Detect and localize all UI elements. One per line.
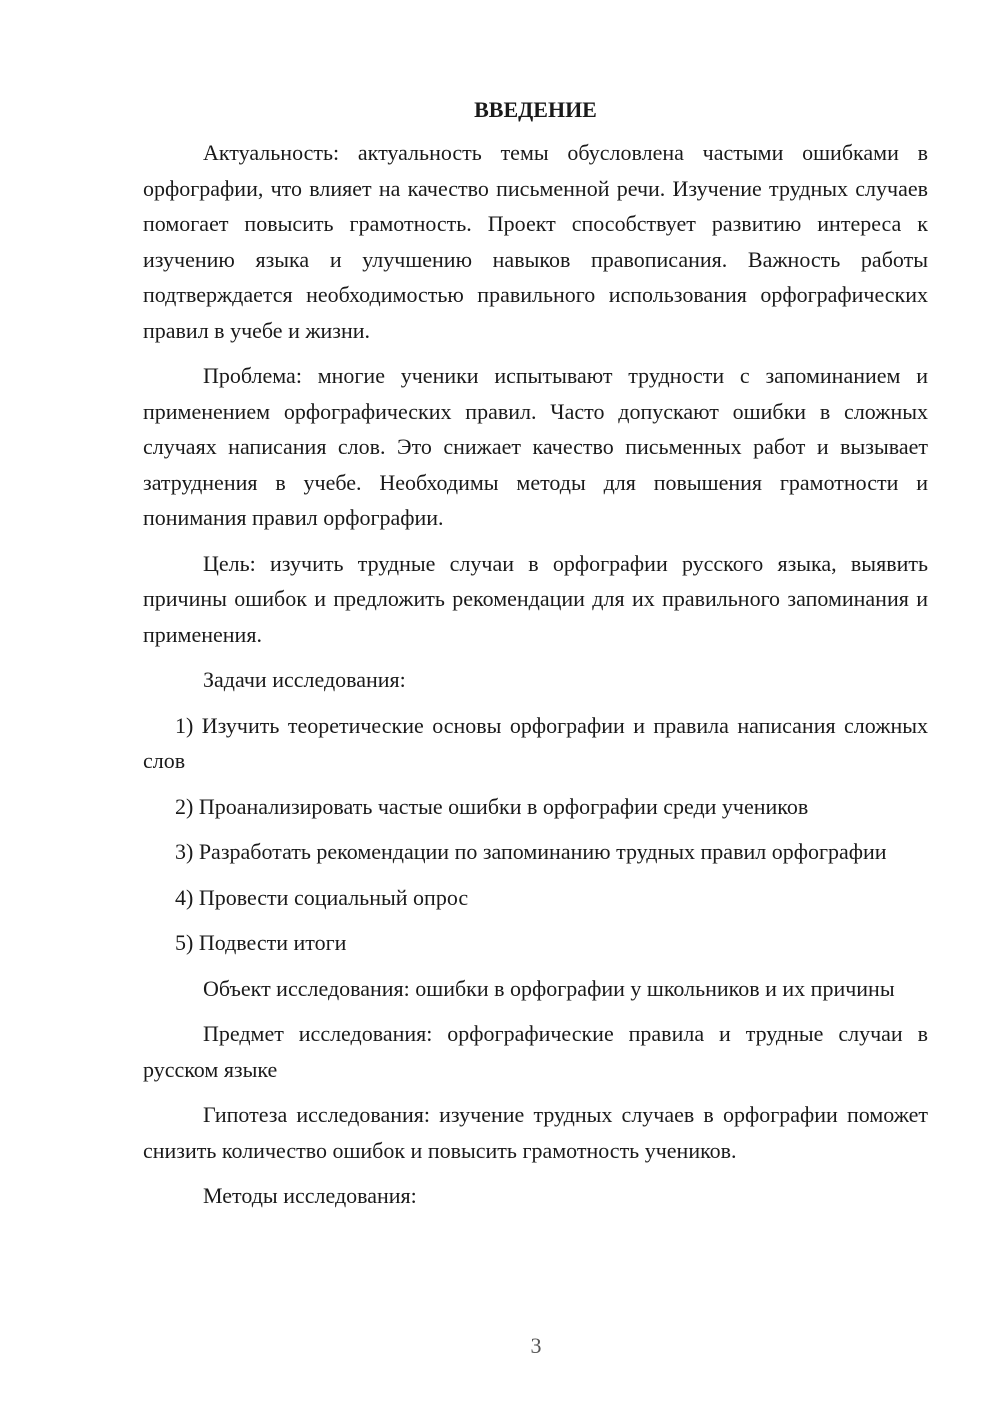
tasks-label: Задачи исследования: <box>203 667 406 692</box>
page-title: ВВЕДЕНИЕ <box>474 97 597 122</box>
problem-paragraph: Проблема: многие ученики испытывают трудности с запоминанием и применением орфографических правил. Часто допускают ошибки в сложных случаях написания слов. Это снижает качество письменных работ и вызывает затруднения в учебе. Необходимы методы для повышения грамотности и понимания правил орфографии. <box>143 363 928 530</box>
task-item: 5) Подвести итоги <box>175 930 347 955</box>
document-page <box>143 95 928 1224</box>
task-item: 3) Разработать рекомендации по запоминанию трудных правил орфографии <box>175 839 887 864</box>
task-item: 1) Изучить теоретические основы орфографии и правила написания сложных слов <box>143 712 928 773</box>
task-item: 2) Проанализировать частые ошибки в орфографии среди учеников <box>175 793 809 819</box>
page-number: 3 <box>530 1333 542 1358</box>
relevance-paragraph: Актуальность: актуальность темы обусловлена частыми ошибками в орфографии, что влияет на качество письменной речи. Изучение трудных случаев помогает повысить грамотность. Проект способствует развитию интереса к изучению языка и улучшению навыков правописания. Важность работы подтверждается необходимостью правильного использования орфографических правил в учебе и жизни. <box>143 140 928 343</box>
hypothesis-paragraph: Гипотеза исследования: изучение трудных случаев в орфографии поможет снизить количество ошибок и повысить грамотность учеников. <box>143 1102 928 1163</box>
object-paragraph: Объект исследования: ошибки в орфографии у школьников и их причины <box>203 975 895 1001</box>
methods-label: Методы исследования: <box>203 1183 417 1208</box>
subject-paragraph: Предмет исследования: орфографические правила и трудные случаи в русском языке <box>143 1021 928 1082</box>
tasks-list <box>143 708 928 961</box>
goal-paragraph: Цель: изучить трудные случаи в орфографии русского языка, выявить причины ошибок и предложить рекомендации для их правильного запоминания и применения. <box>143 550 928 647</box>
task-item: 4) Провести социальный опрос <box>175 884 469 910</box>
